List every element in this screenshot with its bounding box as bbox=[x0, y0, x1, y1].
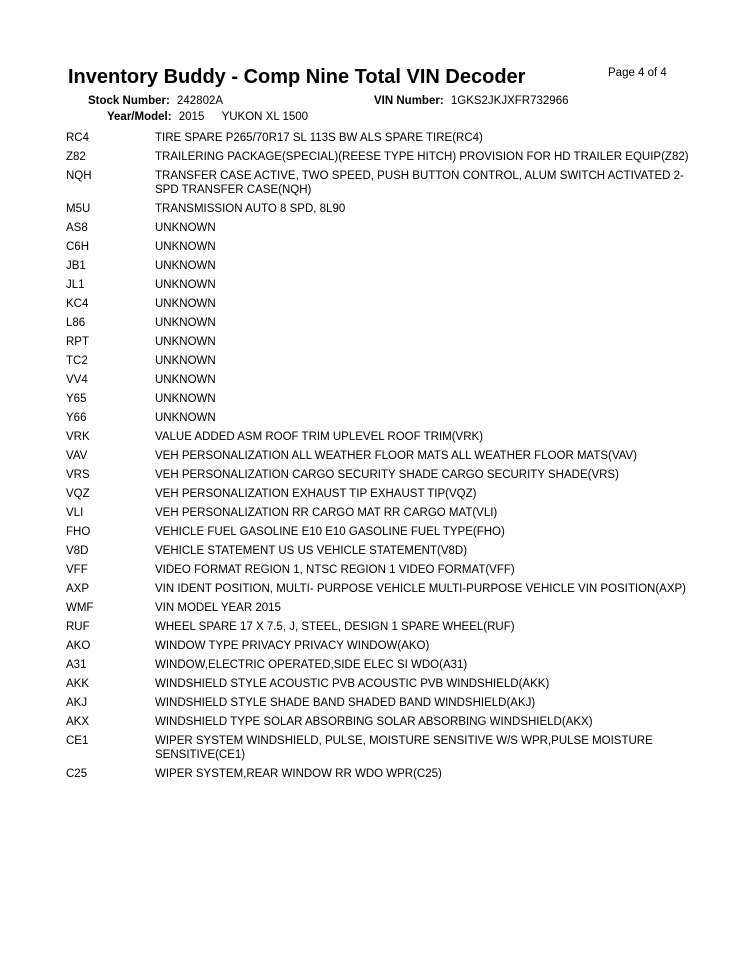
option-description: UNKNOWN bbox=[155, 317, 216, 329]
option-code: RUF bbox=[66, 621, 90, 633]
option-description: VEH PERSONALIZATION RR CARGO MAT RR CARGO MAT(VLI) bbox=[155, 507, 498, 519]
option-code-row bbox=[0, 563, 742, 577]
option-code-row bbox=[0, 715, 742, 729]
option-description: TRANSMISSION AUTO 8 SPD, 8L90 bbox=[155, 203, 346, 215]
year-model-label: Year/Model: bbox=[107, 111, 172, 123]
option-code: AXP bbox=[66, 583, 90, 595]
option-code-row bbox=[0, 240, 742, 254]
option-code-row bbox=[0, 620, 742, 634]
option-description: UNKNOWN bbox=[155, 355, 216, 367]
option-code: KC4 bbox=[66, 298, 89, 310]
option-description: UNKNOWN bbox=[155, 336, 216, 348]
model-value: YUKON XL 1500 bbox=[221, 111, 309, 123]
option-description: TIRE SPARE P265/70R17 SL 113S BW ALS SPARE TIRE(RC4) bbox=[155, 132, 483, 144]
option-code-row bbox=[0, 202, 742, 216]
option-code: RC4 bbox=[66, 132, 90, 144]
option-code: Z82 bbox=[66, 151, 86, 163]
option-code-row bbox=[0, 335, 742, 349]
option-description: VIN MODEL YEAR 2015 bbox=[155, 602, 281, 614]
option-code: VRS bbox=[66, 469, 90, 481]
option-code: AKO bbox=[66, 640, 91, 652]
option-code: L86 bbox=[66, 317, 86, 329]
option-description: UNKNOWN bbox=[155, 260, 216, 272]
vin-number-value: 1GKS2JKJXFR732966 bbox=[450, 95, 569, 107]
option-code-row bbox=[0, 601, 742, 615]
option-description: VIDEO FORMAT REGION 1, NTSC REGION 1 VIDEO FORMAT(VFF) bbox=[155, 564, 515, 576]
option-code: RPT bbox=[66, 336, 89, 348]
stock-number-label: Stock Number: bbox=[88, 95, 170, 107]
option-description: TRANSFER CASE ACTIVE, TWO SPEED, PUSH BUTTON CONTROL, ALUM SWITCH ACTIVATED 2-SPD TRANSFER CASE(NQH) bbox=[155, 170, 684, 196]
option-description: VALUE ADDED ASM ROOF TRIM UPLEVEL ROOF TRIM(VRK) bbox=[155, 431, 484, 443]
option-code-row bbox=[0, 506, 742, 520]
option-description: VEH PERSONALIZATION CARGO SECURITY SHADE CARGO SECURITY SHADE(VRS) bbox=[155, 469, 619, 481]
option-description: WINDSHIELD STYLE SHADE BAND SHADED BAND WINDSHIELD(AKJ) bbox=[155, 697, 536, 709]
option-code-row bbox=[0, 392, 742, 406]
option-code-row bbox=[0, 468, 742, 482]
option-description: TRAILERING PACKAGE(SPECIAL)(REESE TYPE HITCH) PROVISION FOR HD TRAILER EQUIP(Z82) bbox=[155, 151, 689, 163]
option-code: VFF bbox=[66, 564, 88, 576]
option-code: Y65 bbox=[66, 393, 87, 405]
option-description: UNKNOWN bbox=[155, 374, 216, 386]
option-description: WINDOW,ELECTRIC OPERATED,SIDE ELEC SI WDO(A31) bbox=[155, 659, 468, 671]
option-code: C6H bbox=[66, 241, 90, 253]
option-code-row bbox=[0, 411, 742, 425]
option-code: AS8 bbox=[66, 222, 88, 234]
option-code-row bbox=[0, 734, 742, 762]
option-code: CE1 bbox=[66, 735, 89, 747]
option-code-row bbox=[0, 544, 742, 558]
option-code-row bbox=[0, 150, 742, 164]
option-code: VLI bbox=[66, 507, 84, 519]
option-code-row bbox=[0, 221, 742, 235]
page-title: Inventory Buddy - Comp Nine Total VIN Decoder bbox=[68, 66, 526, 88]
option-code-list bbox=[0, 131, 742, 786]
option-code: JB1 bbox=[66, 260, 86, 272]
option-code: WMF bbox=[66, 602, 94, 614]
option-description: WIPER SYSTEM,REAR WINDOW RR WDO WPR(C25) bbox=[155, 768, 442, 780]
option-code-row bbox=[0, 297, 742, 311]
option-description: VIN IDENT POSITION, MULTI- PURPOSE VEHICLE MULTI-PURPOSE VEHICLE VIN POSITION(AXP) bbox=[155, 583, 687, 595]
option-code-row bbox=[0, 373, 742, 387]
option-code: AKX bbox=[66, 716, 90, 728]
option-code-row bbox=[0, 639, 742, 653]
option-code: M5U bbox=[66, 203, 91, 215]
option-description: WINDSHIELD TYPE SOLAR ABSORBING SOLAR ABSORBING WINDSHIELD(AKX) bbox=[155, 716, 593, 728]
page-number: Page 4 of 4 bbox=[608, 67, 667, 79]
option-code: VRK bbox=[66, 431, 90, 443]
option-code-row bbox=[0, 354, 742, 368]
option-code-row bbox=[0, 582, 742, 596]
option-code: TC2 bbox=[66, 355, 88, 367]
option-description: WINDSHIELD STYLE ACOUSTIC PVB ACOUSTIC PVB WINDSHIELD(AKK) bbox=[155, 678, 550, 690]
option-code-row bbox=[0, 131, 742, 145]
option-code: VAV bbox=[66, 450, 88, 462]
option-code-row bbox=[0, 259, 742, 273]
option-code-row bbox=[0, 677, 742, 691]
option-description: UNKNOWN bbox=[155, 412, 216, 424]
year-model-field bbox=[107, 111, 308, 123]
option-code-row bbox=[0, 169, 742, 197]
option-description: UNKNOWN bbox=[155, 222, 216, 234]
option-description: WIPER SYSTEM WINDSHIELD, PULSE, MOISTURE SENSITIVE W/S WPR,PULSE MOISTURE SENSITIVE(CE1) bbox=[155, 735, 653, 761]
option-code: NQH bbox=[66, 170, 92, 182]
option-description: VEHICLE FUEL GASOLINE E10 E10 GASOLINE FUEL TYPE(FHO) bbox=[155, 526, 505, 538]
option-code: FHO bbox=[66, 526, 91, 538]
option-code-row bbox=[0, 658, 742, 672]
option-code-row bbox=[0, 449, 742, 463]
option-description: WHEEL SPARE 17 X 7.5, J, STEEL, DESIGN 1 SPARE WHEEL(RUF) bbox=[155, 621, 515, 633]
vin-number-label: VIN Number: bbox=[374, 95, 444, 107]
option-code-row bbox=[0, 316, 742, 330]
option-description: UNKNOWN bbox=[155, 241, 216, 253]
option-code-row bbox=[0, 525, 742, 539]
option-description: VEHICLE STATEMENT US US VEHICLE STATEMENT(V8D) bbox=[155, 545, 468, 557]
option-description: UNKNOWN bbox=[155, 279, 216, 291]
stock-number-field bbox=[88, 95, 223, 107]
option-description: UNKNOWN bbox=[155, 298, 216, 310]
option-code: JL1 bbox=[66, 279, 85, 291]
vin-number-field bbox=[374, 95, 568, 107]
option-code: VV4 bbox=[66, 374, 88, 386]
stock-number-value: 242802A bbox=[177, 95, 224, 107]
option-code: AKJ bbox=[66, 697, 88, 709]
option-code-row bbox=[0, 767, 742, 781]
option-code: Y66 bbox=[66, 412, 87, 424]
option-code: C25 bbox=[66, 768, 88, 780]
option-code-row bbox=[0, 696, 742, 710]
option-code: A31 bbox=[66, 659, 87, 671]
year-value: 2015 bbox=[178, 111, 205, 123]
option-description: VEH PERSONALIZATION ALL WEATHER FLOOR MATS ALL WEATHER FLOOR MATS(VAV) bbox=[155, 450, 638, 462]
option-code-row bbox=[0, 278, 742, 292]
option-code: VQZ bbox=[66, 488, 90, 500]
option-description: UNKNOWN bbox=[155, 393, 216, 405]
option-description: VEH PERSONALIZATION EXHAUST TIP EXHAUST TIP(VQZ) bbox=[155, 488, 477, 500]
option-code-row bbox=[0, 430, 742, 444]
option-code: V8D bbox=[66, 545, 89, 557]
option-description: WINDOW TYPE PRIVACY PRIVACY WINDOW(AKO) bbox=[155, 640, 430, 652]
option-code-row bbox=[0, 487, 742, 501]
option-code: AKK bbox=[66, 678, 90, 690]
